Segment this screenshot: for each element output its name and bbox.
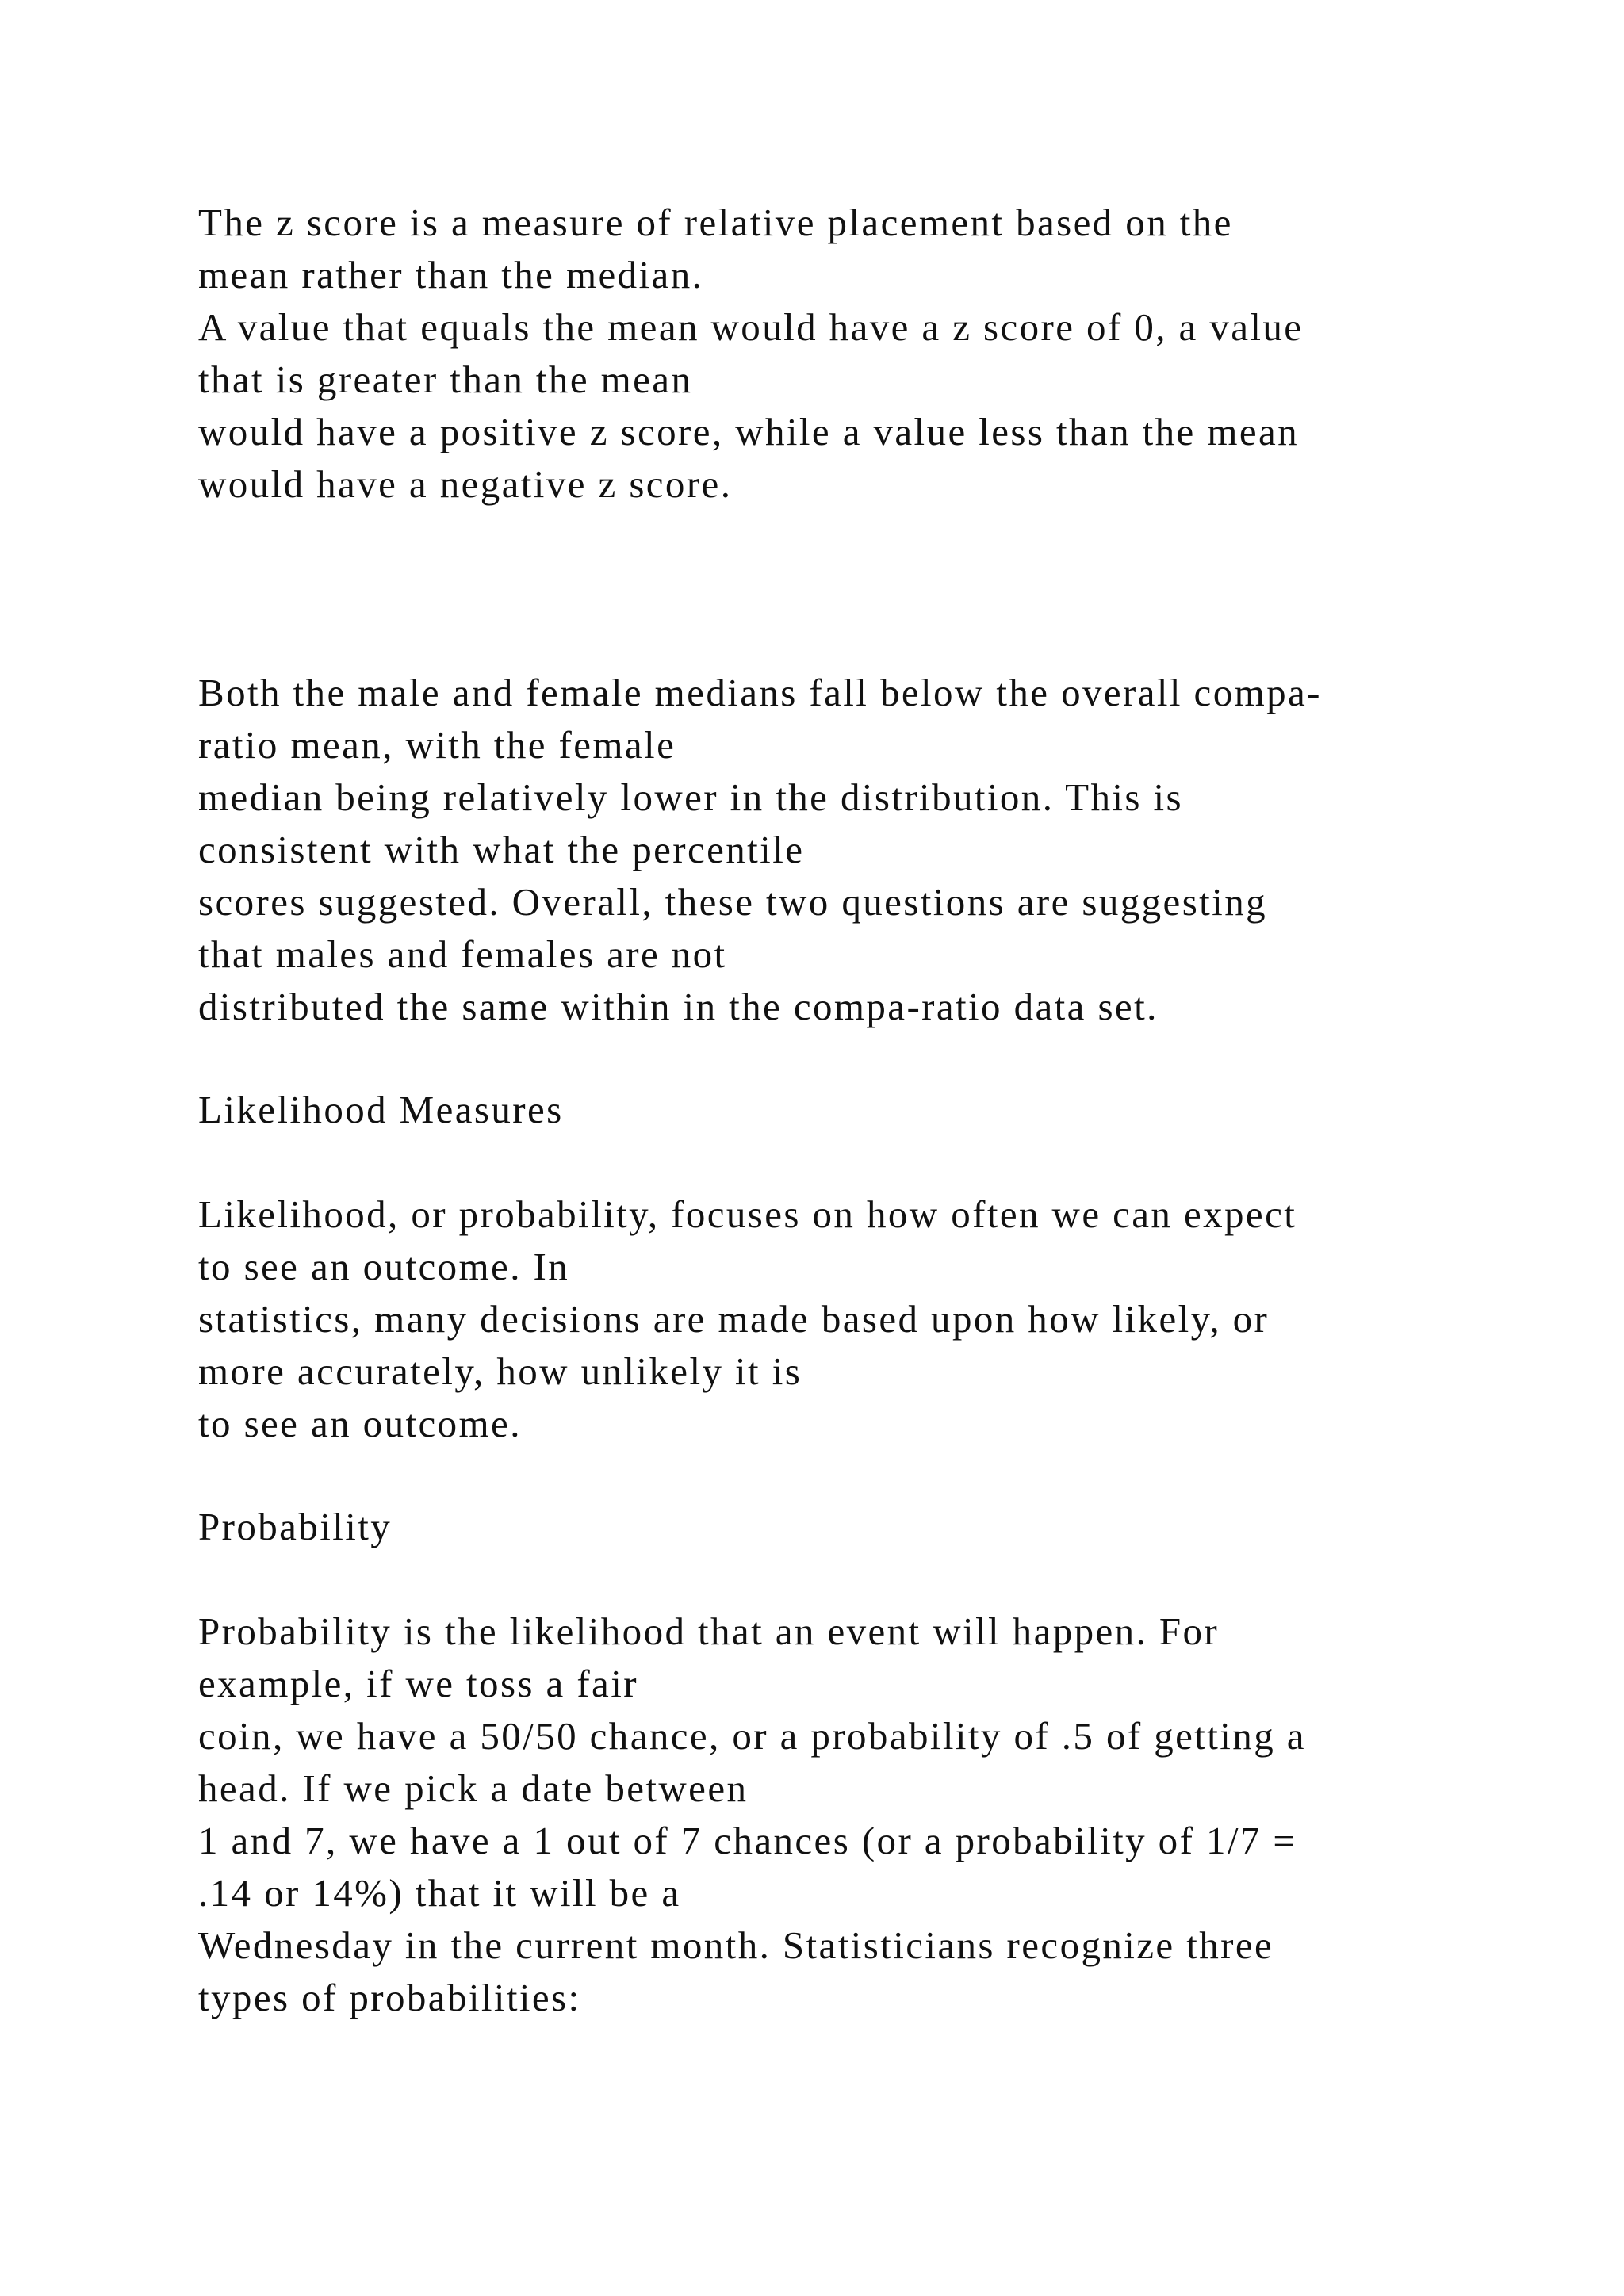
text-line: head. If we pick a date between bbox=[198, 1766, 749, 1810]
text-line: Both the male and female medians fall below the overall compa- bbox=[198, 671, 1322, 714]
text-line: that is greater than the mean bbox=[198, 358, 693, 401]
text-line: median being relatively lower in the distribution. This is bbox=[198, 775, 1183, 819]
text-line: consistent with what the percentile bbox=[198, 828, 805, 871]
text-line: 1 and 7, we have a 1 out of 7 chances (or a probability of 1/7 = bbox=[198, 1819, 1297, 1862]
text-line: The z score is a measure of relative placement based on the bbox=[198, 201, 1233, 244]
text-line: ratio mean, with the female bbox=[198, 723, 676, 767]
text-line: to see an outcome. bbox=[198, 1402, 522, 1445]
text-line: Likelihood, or probability, focuses on how often we can expect bbox=[198, 1192, 1297, 1236]
text-line: scores suggested. Overall, these two questions are suggesting bbox=[198, 880, 1268, 924]
text-line: statistics, many decisions are made based upon how likely, or bbox=[198, 1297, 1270, 1341]
heading-likelihood-measures: Likelihood Measures bbox=[198, 1088, 564, 1131]
text-line: coin, we have a 50/50 chance, or a probability of .5 of getting a bbox=[198, 1714, 1306, 1758]
text-line: that males and females are not bbox=[198, 932, 727, 976]
text-line: mean rather than the median. bbox=[198, 253, 704, 297]
paragraph-medians bbox=[198, 667, 1507, 1033]
paragraph-z-score bbox=[198, 197, 1507, 511]
text-line: .14 or 14%) that it will be a bbox=[198, 1871, 681, 1915]
text-line: would have a positive z score, while a value less than the mean bbox=[198, 410, 1300, 453]
text-line: Probability is the likelihood that an event will happen. For bbox=[198, 1609, 1220, 1653]
heading-probability: Probability bbox=[198, 1505, 393, 1548]
text-line: distributed the same within in the compa-ratio data set. bbox=[198, 985, 1159, 1028]
text-line: types of probabilities: bbox=[198, 1976, 581, 2019]
paragraph-probability bbox=[198, 1605, 1507, 2024]
text-line: to see an outcome. In bbox=[198, 1245, 570, 1288]
text-line: would have a negative z score. bbox=[198, 462, 733, 506]
text-line: example, if we toss a fair bbox=[198, 1662, 638, 1705]
text-line: Wednesday in the current month. Statisticians recognize three bbox=[198, 1923, 1274, 1967]
text-line: A value that equals the mean would have a z score of 0, a value bbox=[198, 305, 1304, 349]
text-line: more accurately, how unlikely it is bbox=[198, 1349, 802, 1393]
paragraph-likelihood bbox=[198, 1188, 1507, 1450]
